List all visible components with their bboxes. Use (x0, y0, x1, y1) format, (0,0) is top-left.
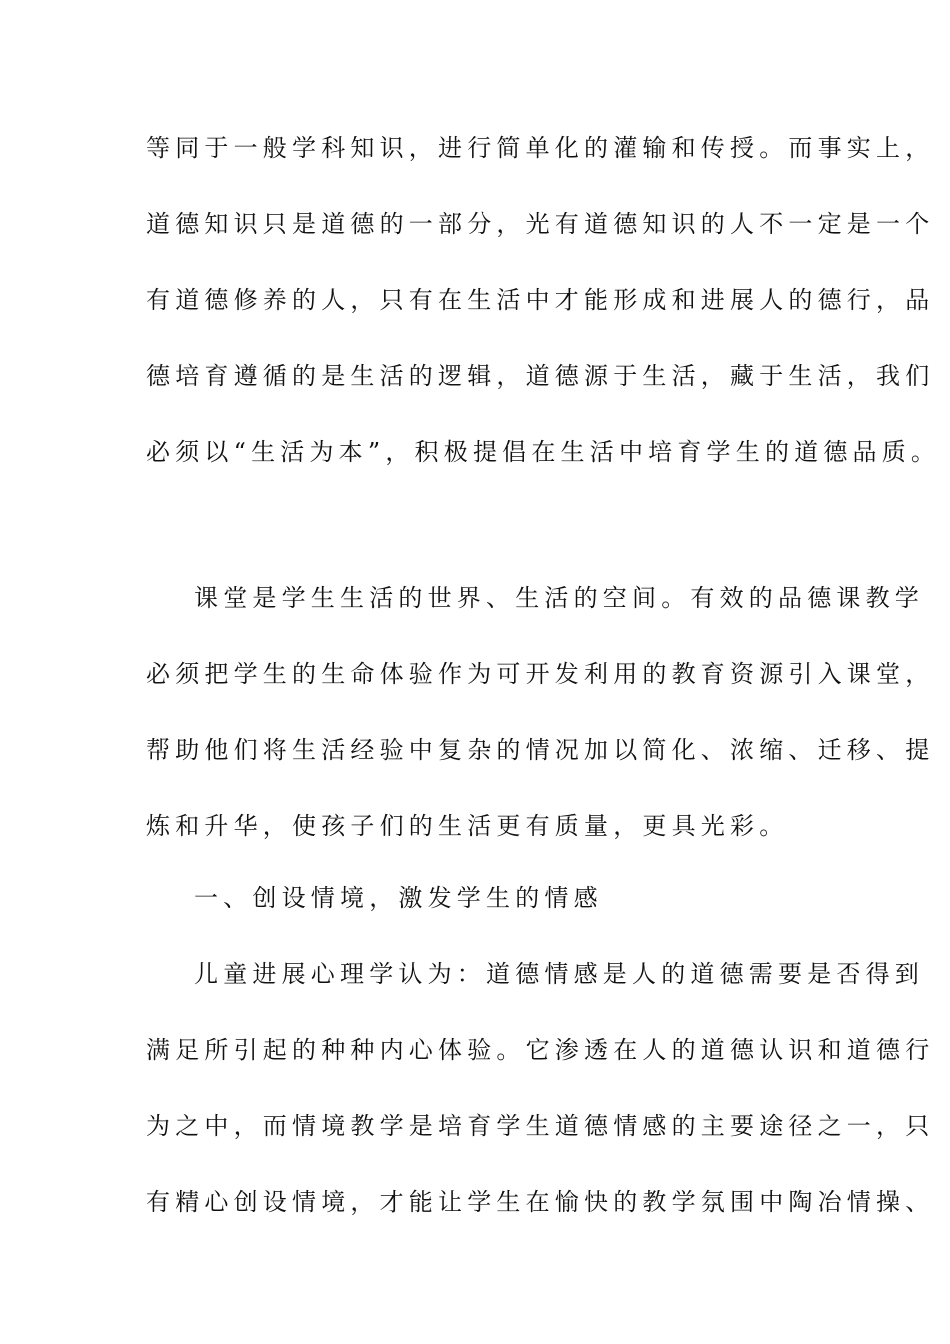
text-line: 满足所引起的种种内心体验。它渗透在人的道德认识和道德行 (146, 1036, 935, 1064)
text-line: 有精心创设情境，才能让学生在愉快的教学氛围中陶冶情操、 (146, 1188, 935, 1216)
text-line: 有道德修养的人，只有在生活中才能形成和进展人的德行，品 (146, 286, 935, 314)
text-line: 德培育遵循的是生活的逻辑，道德源于生活，藏于生活，我们 (146, 362, 935, 390)
text-line: 为之中，而情境教学是培育学生道德情感的主要途径之一，只 (146, 1112, 935, 1140)
section-heading: 一、创设情境，激发学生的情感 (194, 884, 603, 912)
text-line: 炼和升华，使孩子们的生活更有质量，更具光彩。 (146, 812, 789, 840)
text-line: 必须把学生的生命体验作为可开发利用的教育资源引入课堂， (146, 660, 935, 688)
text-line: 课堂是学生生活的世界、生活的空间。有效的品德课教学 (194, 584, 924, 612)
text-line: 必须以“生活为本”，积极提倡在生活中培育学生的道德品质。 (146, 438, 941, 466)
text-line: 儿童进展心理学认为：道德情感是人的道德需要是否得到 (194, 960, 924, 988)
text-line: 帮助他们将生活经验中复杂的情况加以简化、浓缩、迁移、提 (146, 736, 935, 764)
text-line: 道德知识只是道德的一部分，光有道德知识的人不一定是一个 (146, 210, 935, 238)
text-line: 等同于一般学科知识，进行简单化的灌输和传授。而事实上， (146, 134, 935, 162)
